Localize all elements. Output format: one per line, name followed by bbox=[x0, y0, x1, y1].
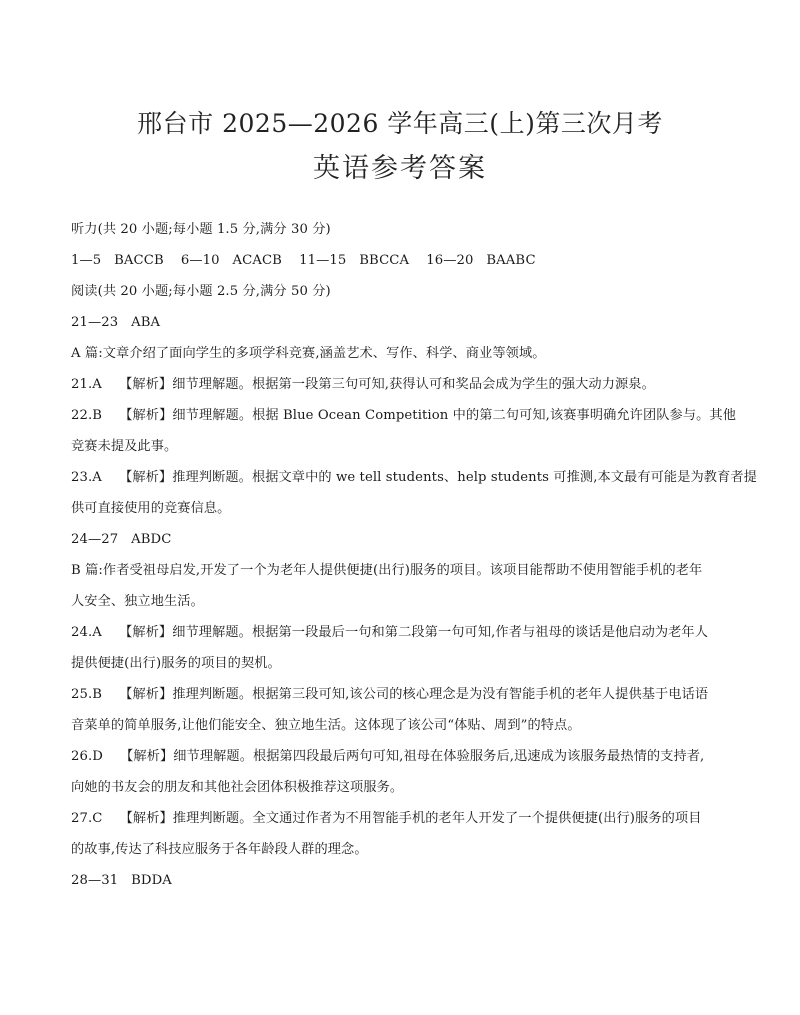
explanation-25-cont: 音菜单的简单服务,让他们能安全、独立地生活。这体现了该公司“体贴、周到”的特点。 bbox=[71, 718, 581, 733]
passage-a-summary: A 篇:文章介绍了面向学生的多项学科竞赛,涵盖艺术、写作、科学、商业等领域。 bbox=[71, 346, 546, 361]
explanation-23-cont: 供可直接使用的竞赛信息。 bbox=[71, 501, 231, 516]
section-heading-reading: 阅读(共 20 小题;每小题 2.5 分,满分 50 分) bbox=[71, 284, 331, 299]
explanation-27-cont: 的故事,传达了科技应服务于各年龄段人群的理念。 bbox=[71, 842, 368, 857]
explanation-22: 22.B 【解析】细节理解题。根据 Blue Ocean Competition 中的第二句可知,该赛事明确允许团队参与。其他 bbox=[71, 408, 736, 423]
explanation-24-cont: 提供便捷(出行)服务的项目的契机。 bbox=[71, 656, 281, 671]
answers-21-23: 21—23 ABA bbox=[71, 315, 161, 330]
listening-answers: 1—5 BACCB 6—10 ACACB 11—15 BBCCA 16—20 BAABC bbox=[71, 253, 536, 268]
explanation-26: 26.D 【解析】细节理解题。根据第四段最后两句可知,祖母在体验服务后,迅速成为该服务最热情的支持者, bbox=[71, 749, 705, 764]
explanation-25: 25.B 【解析】推理判断题。根据第三段可知,该公司的核心理念是为没有智能手机的老年人提供基于电话语 bbox=[71, 687, 709, 702]
explanation-27: 27.C 【解析】推理判断题。全文通过作者为不用智能手机的老年人开发了一个提供便捷(出行)服务的项目 bbox=[71, 811, 702, 826]
answer-body bbox=[71, 214, 757, 896]
passage-b-summary-cont: 人安全、独立地生活。 bbox=[71, 594, 204, 609]
exam-subtitle: 英语参考答案 bbox=[313, 153, 487, 184]
explanation-24: 24.A 【解析】细节理解题。根据第一段最后一句和第二段第一句可知,作者与祖母的谈话是他启动为老年人 bbox=[71, 625, 709, 640]
answers-24-27: 24—27 ABDC bbox=[71, 532, 172, 547]
section-heading-listening: 听力(共 20 小题;每小题 1.5 分,满分 30 分) bbox=[71, 222, 331, 237]
explanation-23: 23.A 【解析】推理判断题。根据文章中的 we tell students、help students 可推测,本文最有可能是为教育者提 bbox=[71, 470, 757, 485]
explanation-22-cont: 竞赛未提及此事。 bbox=[71, 439, 178, 454]
explanation-21: 21.A 【解析】细节理解题。根据第一段第三句可知,获得认可和奖品会成为学生的强大动力源泉。 bbox=[71, 377, 655, 392]
passage-b-summary: B 篇:作者受祖母启发,开发了一个为老年人提供便捷(出行)服务的项目。该项目能帮助不使用智能手机的老年 bbox=[71, 563, 703, 578]
exam-title: 邢台市 2025—2026 学年高三(上)第三次月考 bbox=[137, 109, 663, 138]
answers-28-31: 28—31 BDDA bbox=[71, 873, 172, 888]
explanation-26-cont: 向她的书友会的朋友和其他社会团体积极推荐这项服务。 bbox=[71, 780, 404, 795]
